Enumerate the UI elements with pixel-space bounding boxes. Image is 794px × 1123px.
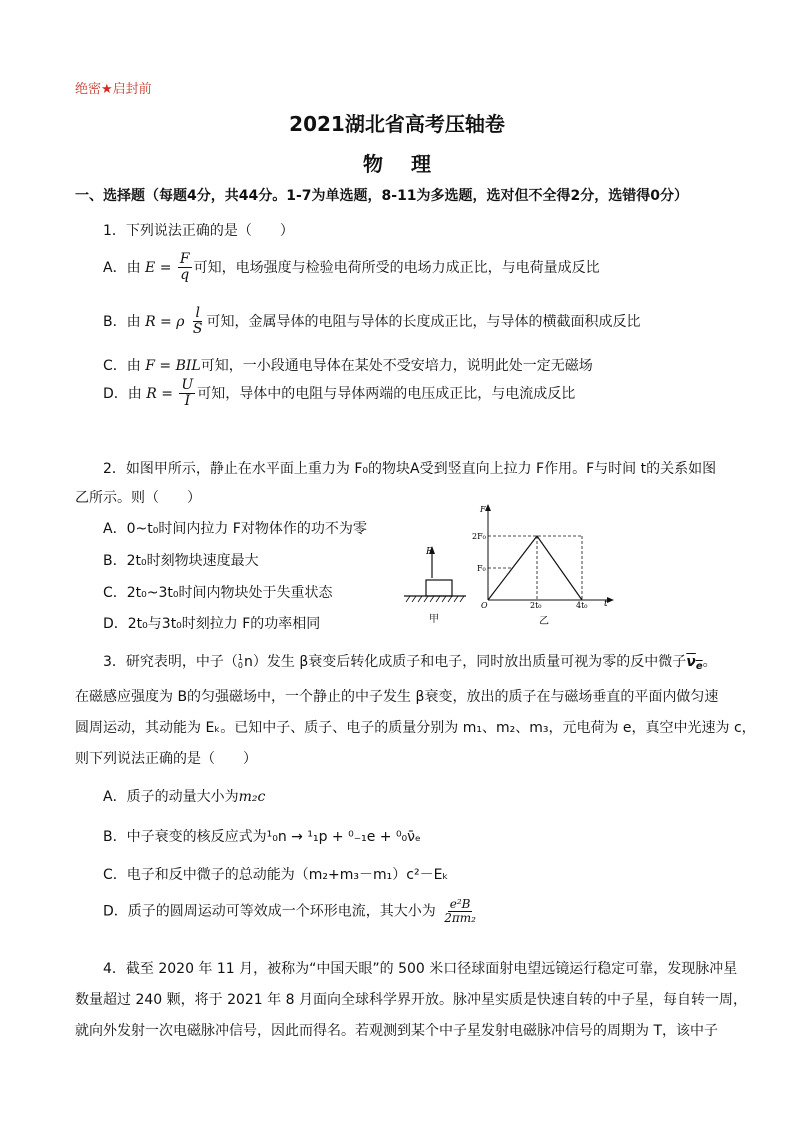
antineutrino-symbol: $\nu_e$ (686, 654, 703, 672)
x-axis-arrow (607, 597, 614, 603)
q3-option-d: D．质子的圆周运动可等效成一个环形电流，其大小为 $\frac{\text{e²B}}{\text{2πm₂}}$ (103, 897, 476, 926)
q1-option-a: A．由 E = $\frac{F}{q}$ 可知，电场强度与检验电荷所受的电场力成正比，与电荷量成反比 (103, 251, 600, 284)
x-tick-2t0: 2t₀ (530, 601, 542, 610)
block (426, 580, 452, 596)
fraction: $\frac{l}{S}$ (192, 305, 203, 338)
confidential-label: 绝密★启封前 (75, 82, 152, 97)
star-icon: ★ (101, 82, 113, 97)
q1-stem: 1．下列说法正确的是（ ） (103, 223, 294, 239)
y-axis-label: F (480, 505, 486, 514)
fraction: $\frac{U}{I}$ (181, 377, 194, 410)
q3-line4: 则下列说法正确的是（ ） (75, 751, 257, 767)
force-time-line (488, 536, 582, 600)
q1-option-c: C．由 F = BIL可知，一小段通电导体在某处不受安培力，说明此处一定无磁场 (103, 358, 593, 374)
y-tick-2f0: 2F₀ (472, 532, 486, 541)
q2-stem-line1: 2．如图甲所示，静止在水平面上重力为 F₀的物块A受到竖直向上拉力 F作用。F与时间 t的关系如图 (103, 461, 717, 477)
exam-title: 2021湖北省高考压轴卷 (289, 112, 505, 136)
q2-option-d: D．2t₀与3t₀时刻拉力 F的功率相同 (103, 616, 321, 632)
nuclide-index: 1 0 (237, 653, 244, 670)
q4-line1: 4．截至 2020 年 11 月，被称为“中国天眼”的 500 米口径球面射电望远镜运行稳定可靠，发现脉冲星 (103, 961, 738, 977)
q4-line2: 数量超过 240 颗，将于 2021 年 8 月面向全球科学界开放。脉冲星实质是快速自转的中子星，每自转一周， (75, 992, 747, 1008)
section-heading: 一、选择题（每题4分，共44分。1-7为单选题，8-11为多选题，选对但不全得2分，选错得0分） (75, 188, 689, 204)
x-tick-4t0: 4t₀ (576, 601, 588, 610)
subject-title: 物理 (363, 152, 459, 176)
q3-option-c: C．电子和反中微子的总动能为（m₂+m₃－m₁）c²－Eₖ (103, 867, 449, 883)
y-tick-f0: F₀ (477, 564, 486, 573)
origin-label: O (481, 601, 488, 610)
q3-option-b: B．中子衰变的核反应式为¹₀n → ¹₁p + ⁰₋₁e + ⁰₀ν̄ₑ (103, 829, 421, 845)
caption-yi: 乙 (539, 616, 549, 627)
q2-option-b: B．2t₀时刻物块速度最大 (103, 553, 259, 569)
q2-stem-line2: 乙所示。则（ ） (75, 490, 201, 506)
fraction: $\frac{F}{q}$ (179, 251, 190, 284)
q3-line2: 在磁感应强度为 B的匀强磁场中，一个静止的中子发生 β衰变，放出的质子在与磁场垂直的平面内做匀速 (75, 689, 719, 705)
ground-hatch (406, 596, 464, 602)
q1-option-b: B．由 R = ρ $\frac{l}{S}$ 可知，金属导体的电阻与导体的长度成正比，与导体的横截面积成反比 (103, 305, 641, 338)
figure-yi (472, 502, 622, 632)
caption-jia: 甲 (429, 614, 439, 625)
q3-line3: 圆周运动，其动能为 Eₖ。已知中子、质子、电子的质量分别为 m₁、m₂、m₃，元电荷为 e，真空中光速为 c， (75, 720, 756, 736)
y-axis-arrow (485, 504, 491, 511)
force-label: F (426, 547, 433, 557)
fraction: $\frac{\text{e²B}}{\text{2πm₂}}$ (444, 897, 476, 926)
q2-option-a: A．0~t₀时间内拉力 F对物体作的功不为零 (103, 521, 367, 537)
x-axis-label: t (604, 599, 608, 609)
q2-option-c: C．2t₀~3t₀时间内物块处于失重状态 (103, 585, 333, 601)
q3-option-a: A．质子的动量大小为m₂c (103, 789, 266, 805)
figure-jia (400, 540, 470, 630)
q4-line3: 就向外发射一次电磁脉冲信号，因此而得名。若观测到某个中子星发射电磁脉冲信号的周期为 T，该中子 (75, 1023, 718, 1039)
q1-option-d: D．由 R = $\frac{U}{I}$ 可知，导体中的电阻与导体两端的电压成正比，与电流成反比 (103, 377, 576, 410)
q3-line1: 3．研究表明，中子（ 1 0 n）发生 β衰变后转化成质子和电子，同时放出质量可视为零的反中微子$\nu_e$。 (103, 653, 717, 672)
